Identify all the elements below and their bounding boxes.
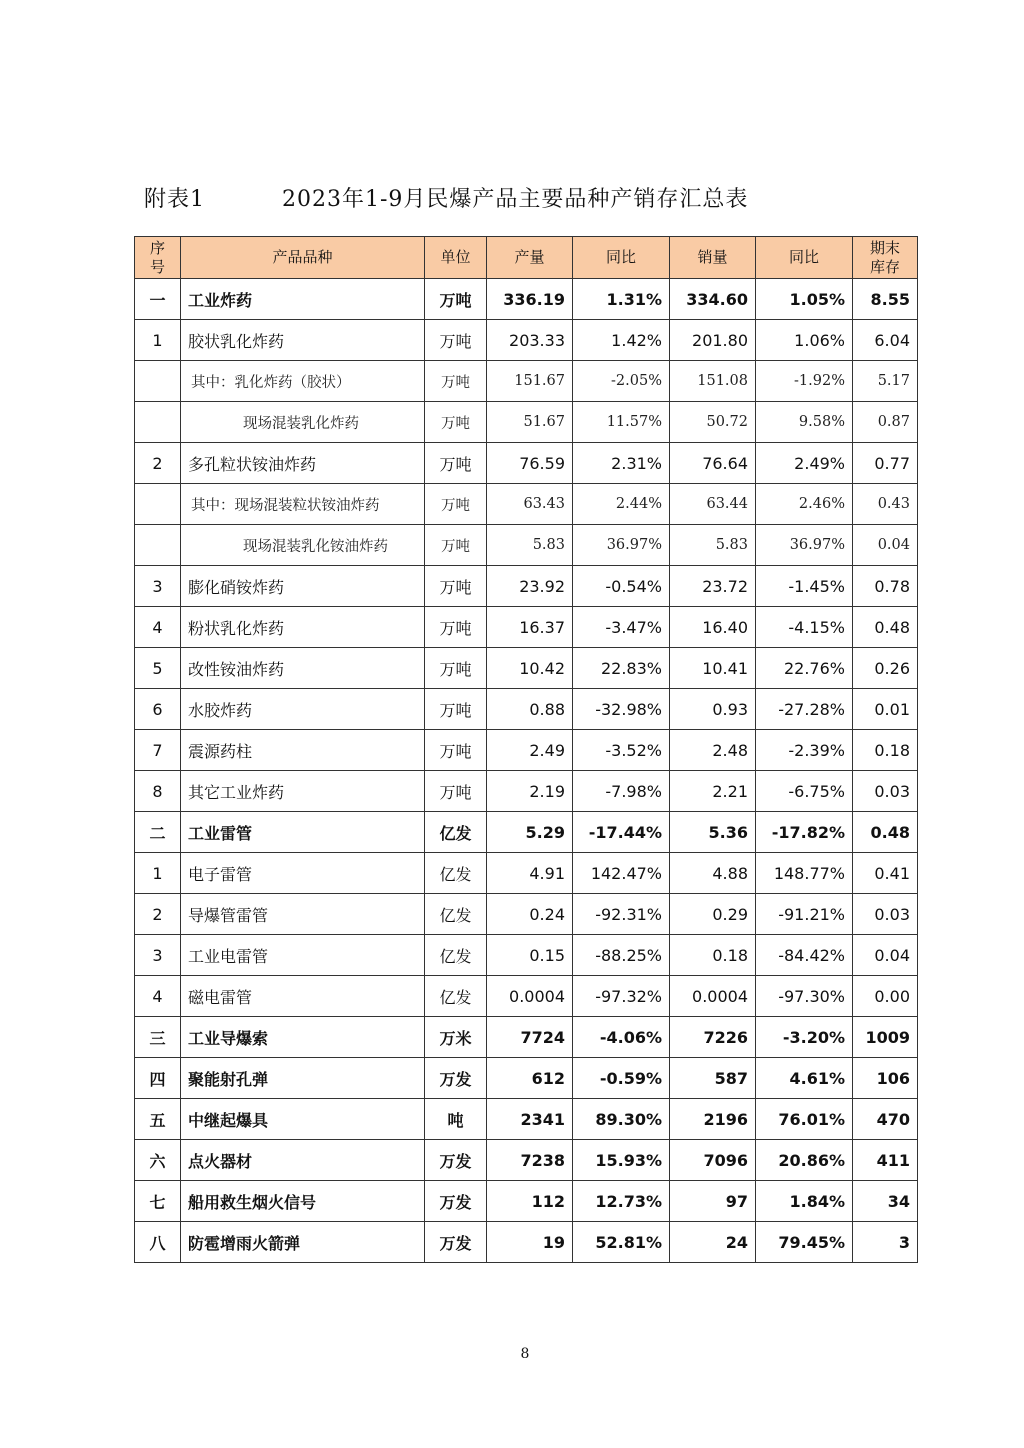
row-product: 船用救生烟火信号 — [181, 1181, 425, 1222]
row-stock: 0.03 — [853, 894, 918, 935]
header-unit: 单位 — [425, 237, 487, 279]
row-sales: 63.44 — [670, 484, 756, 525]
row-product: 胶状乳化炸药 — [181, 320, 425, 361]
row-output-yoy: -3.52% — [573, 730, 670, 771]
row-unit: 万吨 — [425, 771, 487, 812]
row-sales-yoy: 1.84% — [756, 1181, 853, 1222]
row-stock: 0.41 — [853, 853, 918, 894]
row-product: 粉状乳化炸药 — [181, 607, 425, 648]
table-row — [135, 484, 918, 525]
row-output: 612 — [487, 1058, 573, 1099]
table-row — [135, 525, 918, 566]
row-product: 点火器材 — [181, 1140, 425, 1181]
row-seq: 1 — [135, 320, 181, 361]
table-row — [135, 853, 918, 894]
row-sales-yoy: 76.01% — [756, 1099, 853, 1140]
row-sales-yoy: 9.58% — [756, 402, 853, 443]
row-output: 7724 — [487, 1017, 573, 1058]
row-seq: 四 — [135, 1058, 181, 1099]
row-output: 336.19 — [487, 279, 573, 320]
row-output-yoy: 11.57% — [573, 402, 670, 443]
row-output-yoy: 142.47% — [573, 853, 670, 894]
row-sales: 7096 — [670, 1140, 756, 1181]
row-seq: 五 — [135, 1099, 181, 1140]
row-output: 5.29 — [487, 812, 573, 853]
row-product: 工业电雷管 — [181, 935, 425, 976]
row-stock: 0.00 — [853, 976, 918, 1017]
row-unit: 万发 — [425, 1058, 487, 1099]
title-prefix: 附表1 — [144, 187, 205, 212]
row-sales: 76.64 — [670, 443, 756, 484]
header-sales-yoy: 同比 — [756, 237, 853, 279]
row-unit: 万吨 — [425, 320, 487, 361]
row-sales: 23.72 — [670, 566, 756, 607]
row-output-yoy: -92.31% — [573, 894, 670, 935]
row-output: 63.43 — [487, 484, 573, 525]
table-row — [135, 1222, 918, 1263]
row-sales-yoy: 79.45% — [756, 1222, 853, 1263]
row-stock: 0.43 — [853, 484, 918, 525]
row-seq: 2 — [135, 894, 181, 935]
row-output-yoy: -32.98% — [573, 689, 670, 730]
row-output-yoy: -0.59% — [573, 1058, 670, 1099]
header-output-yoy: 同比 — [573, 237, 670, 279]
row-sales: 587 — [670, 1058, 756, 1099]
table-row — [135, 1099, 918, 1140]
row-product: 磁电雷管 — [181, 976, 425, 1017]
row-sales-yoy: -97.30% — [756, 976, 853, 1017]
row-stock: 6.04 — [853, 320, 918, 361]
row-product: 膨化硝铵炸药 — [181, 566, 425, 607]
row-output: 19 — [487, 1222, 573, 1263]
row-seq: 三 — [135, 1017, 181, 1058]
row-output: 0.88 — [487, 689, 573, 730]
row-sales: 0.18 — [670, 935, 756, 976]
table-row — [135, 320, 918, 361]
table-row — [135, 1140, 918, 1181]
row-sales-yoy: 2.46% — [756, 484, 853, 525]
row-sales: 2.21 — [670, 771, 756, 812]
row-sales-yoy: 1.05% — [756, 279, 853, 320]
row-output-yoy: -17.44% — [573, 812, 670, 853]
row-output: 2.19 — [487, 771, 573, 812]
row-output-yoy: 2.44% — [573, 484, 670, 525]
row-product: 震源药柱 — [181, 730, 425, 771]
row-output-yoy: -0.54% — [573, 566, 670, 607]
row-unit: 万吨 — [425, 607, 487, 648]
row-sales: 50.72 — [670, 402, 756, 443]
row-sales-yoy: -2.39% — [756, 730, 853, 771]
table-row — [135, 812, 918, 853]
row-stock: 0.26 — [853, 648, 918, 689]
row-unit: 亿发 — [425, 935, 487, 976]
row-product: 工业炸药 — [181, 279, 425, 320]
row-stock: 0.04 — [853, 935, 918, 976]
row-sales: 151.08 — [670, 361, 756, 402]
row-sales-yoy: 4.61% — [756, 1058, 853, 1099]
title-text: 2023年1-9月民爆产品主要品种产销存汇总表 — [282, 187, 749, 212]
table-row — [135, 402, 918, 443]
row-output: 0.0004 — [487, 976, 573, 1017]
row-output-yoy: 1.42% — [573, 320, 670, 361]
row-sales: 4.88 — [670, 853, 756, 894]
row-seq — [135, 525, 181, 566]
row-stock: 8.55 — [853, 279, 918, 320]
row-stock: 0.18 — [853, 730, 918, 771]
row-stock: 470 — [853, 1099, 918, 1140]
row-product: 聚能射孔弹 — [181, 1058, 425, 1099]
row-sales: 2196 — [670, 1099, 756, 1140]
row-output: 4.91 — [487, 853, 573, 894]
row-sales-yoy: 1.06% — [756, 320, 853, 361]
row-output-yoy: 12.73% — [573, 1181, 670, 1222]
row-seq: 6 — [135, 689, 181, 730]
row-product: 其它工业炸药 — [181, 771, 425, 812]
row-sales-yoy: -27.28% — [756, 689, 853, 730]
page-number: 8 — [520, 1346, 530, 1362]
table-row — [135, 279, 918, 320]
row-unit: 万吨 — [425, 484, 487, 525]
row-seq — [135, 402, 181, 443]
row-product: 中继起爆具 — [181, 1099, 425, 1140]
row-unit: 万吨 — [425, 443, 487, 484]
row-sales-yoy: 20.86% — [756, 1140, 853, 1181]
row-unit: 万吨 — [425, 566, 487, 607]
header-sales: 销量 — [670, 237, 756, 279]
row-sales-yoy: 36.97% — [756, 525, 853, 566]
row-unit: 万吨 — [425, 279, 487, 320]
header-output: 产量 — [487, 237, 573, 279]
row-output: 151.67 — [487, 361, 573, 402]
table-row — [135, 689, 918, 730]
table-row — [135, 1181, 918, 1222]
row-sales: 0.0004 — [670, 976, 756, 1017]
row-sales: 0.93 — [670, 689, 756, 730]
row-sales-yoy: -84.42% — [756, 935, 853, 976]
row-output: 203.33 — [487, 320, 573, 361]
row-sales-yoy: -91.21% — [756, 894, 853, 935]
row-output: 16.37 — [487, 607, 573, 648]
row-output-yoy: 15.93% — [573, 1140, 670, 1181]
row-product: 电子雷管 — [181, 853, 425, 894]
row-output-yoy: 2.31% — [573, 443, 670, 484]
row-sales-yoy: -1.92% — [756, 361, 853, 402]
row-seq: 七 — [135, 1181, 181, 1222]
row-unit: 万吨 — [425, 689, 487, 730]
row-seq: 5 — [135, 648, 181, 689]
row-output: 10.42 — [487, 648, 573, 689]
table-row — [135, 607, 918, 648]
row-stock: 0.87 — [853, 402, 918, 443]
row-unit: 万吨 — [425, 730, 487, 771]
row-stock: 0.48 — [853, 812, 918, 853]
row-product: 现场混装乳化铵油炸药 — [181, 525, 425, 566]
row-product: 水胶炸药 — [181, 689, 425, 730]
row-sales-yoy: -6.75% — [756, 771, 853, 812]
row-stock: 106 — [853, 1058, 918, 1099]
header-seq: 序号 — [135, 237, 181, 279]
row-sales: 24 — [670, 1222, 756, 1263]
row-sales: 97 — [670, 1181, 756, 1222]
row-seq — [135, 361, 181, 402]
row-sales-yoy: -3.20% — [756, 1017, 853, 1058]
row-stock: 0.04 — [853, 525, 918, 566]
table-row — [135, 566, 918, 607]
row-seq: 3 — [135, 566, 181, 607]
row-stock: 1009 — [853, 1017, 918, 1058]
row-unit: 亿发 — [425, 812, 487, 853]
row-product: 改性铵油炸药 — [181, 648, 425, 689]
row-stock: 0.03 — [853, 771, 918, 812]
row-product: 工业导爆索 — [181, 1017, 425, 1058]
row-stock: 0.77 — [853, 443, 918, 484]
table-row — [135, 730, 918, 771]
row-output: 0.24 — [487, 894, 573, 935]
row-seq: 2 — [135, 443, 181, 484]
row-unit: 亿发 — [425, 894, 487, 935]
table-row — [135, 894, 918, 935]
row-seq: 7 — [135, 730, 181, 771]
row-sales: 16.40 — [670, 607, 756, 648]
row-product: 防雹增雨火箭弹 — [181, 1222, 425, 1263]
row-output-yoy: -88.25% — [573, 935, 670, 976]
row-unit: 万发 — [425, 1181, 487, 1222]
row-sales: 5.36 — [670, 812, 756, 853]
row-unit: 万米 — [425, 1017, 487, 1058]
row-stock: 411 — [853, 1140, 918, 1181]
row-sales: 201.80 — [670, 320, 756, 361]
row-sales: 2.48 — [670, 730, 756, 771]
row-output: 2341 — [487, 1099, 573, 1140]
row-seq: 4 — [135, 607, 181, 648]
row-stock: 0.48 — [853, 607, 918, 648]
row-sales: 10.41 — [670, 648, 756, 689]
row-stock: 5.17 — [853, 361, 918, 402]
row-stock: 34 — [853, 1181, 918, 1222]
row-unit: 万吨 — [425, 648, 487, 689]
row-output-yoy: 36.97% — [573, 525, 670, 566]
row-output: 112 — [487, 1181, 573, 1222]
row-product: 现场混装乳化炸药 — [181, 402, 425, 443]
row-sales-yoy: 2.49% — [756, 443, 853, 484]
table-row — [135, 771, 918, 812]
row-output: 7238 — [487, 1140, 573, 1181]
table-row — [135, 935, 918, 976]
row-unit: 吨 — [425, 1099, 487, 1140]
row-output-yoy: -3.47% — [573, 607, 670, 648]
row-product: 其中：乳化炸药（胶状） — [181, 361, 425, 402]
row-seq — [135, 484, 181, 525]
row-seq: 六 — [135, 1140, 181, 1181]
row-output-yoy: 89.30% — [573, 1099, 670, 1140]
row-output-yoy: 52.81% — [573, 1222, 670, 1263]
row-unit: 万吨 — [425, 525, 487, 566]
row-seq: 3 — [135, 935, 181, 976]
row-output: 2.49 — [487, 730, 573, 771]
row-unit: 万吨 — [425, 361, 487, 402]
row-sales: 0.29 — [670, 894, 756, 935]
row-output-yoy: -4.06% — [573, 1017, 670, 1058]
row-seq: 8 — [135, 771, 181, 812]
row-sales-yoy: -4.15% — [756, 607, 853, 648]
row-sales: 7226 — [670, 1017, 756, 1058]
row-sales: 5.83 — [670, 525, 756, 566]
row-output: 5.83 — [487, 525, 573, 566]
row-sales-yoy: -17.82% — [756, 812, 853, 853]
row-output-yoy: 1.31% — [573, 279, 670, 320]
row-output-yoy: -97.32% — [573, 976, 670, 1017]
table-row — [135, 443, 918, 484]
row-output-yoy: -2.05% — [573, 361, 670, 402]
row-product: 多孔粒状铵油炸药 — [181, 443, 425, 484]
row-seq: 4 — [135, 976, 181, 1017]
header-stock: 期末库存 — [853, 237, 918, 279]
table-row — [135, 648, 918, 689]
row-sales-yoy: -1.45% — [756, 566, 853, 607]
table-header-row — [135, 237, 918, 279]
header-product: 产品品种 — [181, 237, 425, 279]
row-seq: 一 — [135, 279, 181, 320]
table-row — [135, 1058, 918, 1099]
row-stock: 3 — [853, 1222, 918, 1263]
row-product: 导爆管雷管 — [181, 894, 425, 935]
row-product: 工业雷管 — [181, 812, 425, 853]
row-unit: 万发 — [425, 1140, 487, 1181]
table-row — [135, 1017, 918, 1058]
row-seq: 二 — [135, 812, 181, 853]
row-unit: 万发 — [425, 1222, 487, 1263]
row-sales-yoy: 22.76% — [756, 648, 853, 689]
row-unit: 亿发 — [425, 853, 487, 894]
row-output: 51.67 — [487, 402, 573, 443]
row-stock: 0.01 — [853, 689, 918, 730]
row-unit: 万吨 — [425, 402, 487, 443]
summary-table — [134, 236, 918, 1263]
row-sales: 334.60 — [670, 279, 756, 320]
row-output: 0.15 — [487, 935, 573, 976]
table-row — [135, 976, 918, 1017]
row-output-yoy: -7.98% — [573, 771, 670, 812]
row-unit: 亿发 — [425, 976, 487, 1017]
row-sales-yoy: 148.77% — [756, 853, 853, 894]
row-output-yoy: 22.83% — [573, 648, 670, 689]
table-row — [135, 361, 918, 402]
document-title — [144, 182, 748, 213]
row-seq: 1 — [135, 853, 181, 894]
row-seq: 八 — [135, 1222, 181, 1263]
row-output: 23.92 — [487, 566, 573, 607]
row-product: 其中：现场混装粒状铵油炸药 — [181, 484, 425, 525]
row-stock: 0.78 — [853, 566, 918, 607]
row-output: 76.59 — [487, 443, 573, 484]
